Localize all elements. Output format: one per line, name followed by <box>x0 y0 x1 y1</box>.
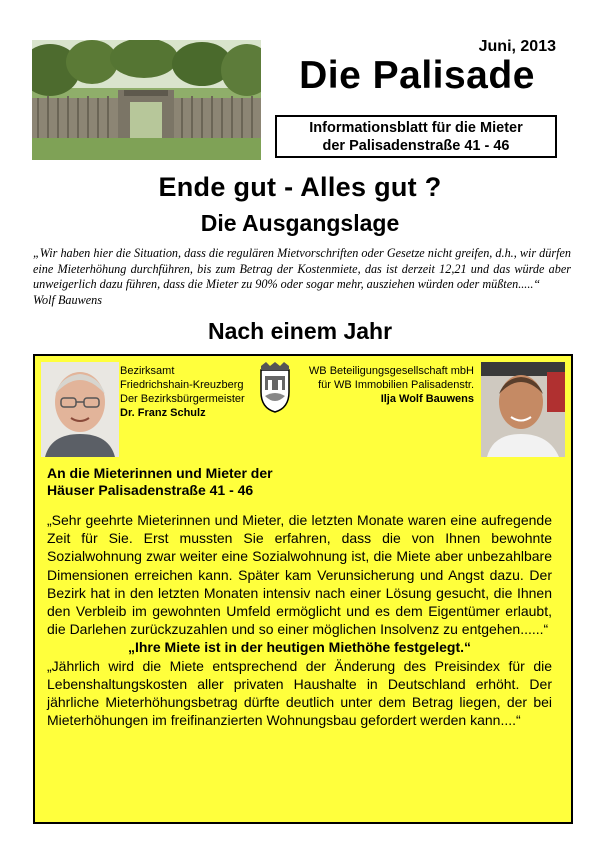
letter-highlight: „Ihre Miete ist in der heutigen Miethöhe festgelegt.“ <box>127 639 472 656</box>
right-sender-block <box>298 364 474 406</box>
address-line-1: An die Mieterinnen und Mieter der <box>47 465 273 481</box>
portrait-franz-schulz <box>41 362 119 457</box>
page-title: Die Palisade <box>299 54 535 97</box>
left-sender-line-3: Der Bezirksbürgermeister <box>120 393 245 405</box>
palisade-photo <box>32 40 261 160</box>
portrait-ilja-wolf-bauwens <box>481 362 565 457</box>
left-sender-line-2: Friedrichshain-Kreuzberg <box>120 379 244 391</box>
section-title-nach-einem-jahr: Nach einem Jahr <box>207 318 393 344</box>
info-box <box>275 115 557 158</box>
letter-address <box>47 465 273 499</box>
headline: Ende gut - Alles gut ? <box>158 172 442 202</box>
quote-author: Wolf Bauwens <box>33 292 102 307</box>
quote-text: „Wir haben hier die Situation, dass die regulären Mietvorschriften oder Gesetze nicht greifen, d.h., wir dürfen eine Mieterhöhung durchführen, bis zum Betrag der Kostenmiete, das ist derzeit 12,21 und das würde aber unweigerlich dazu führen, dass die Mieter zu 90% oder sogar mehr, ausziehen würden oder müßten.....“ <box>33 246 571 291</box>
coat-of-arms-icon <box>258 362 292 414</box>
letter-paragraph-2: „Jährlich wird die Miete entsprechend der Änderung des Preisindex für die Lebenshaltungskosten aller privaten Haushalte in Deutschland erhöht. Der jährliche Mieterhöhungsbetrag dürfte deutlich unter dem Betrag liegen, der bei Mieterhöhungen im freifinanzierten Wohnungsbau gefordert werden kann....“ <box>47 657 552 729</box>
address-line-2: Häuser Palisadenstraße 41 - 46 <box>47 482 254 498</box>
right-sender-line-2: für WB Immobilien Palisadenstr. <box>318 379 474 391</box>
issue-date: Juni, 2013 <box>478 38 556 55</box>
left-sender-block <box>120 364 245 420</box>
right-sender-line-1: WB Beteiligungsgesellschaft mbH <box>308 365 474 377</box>
left-sender-line-1: Bezirksamt <box>120 365 175 377</box>
left-sender-name: Dr. Franz Schulz <box>120 407 206 419</box>
letter-body <box>47 511 552 729</box>
section-title-ausgangslage: Die Ausgangslage <box>200 210 400 236</box>
letter-paragraph-1: „Sehr geehrte Mieterinnen und Mieter, die letzten Monate waren eine aufregende Zeit für Sie. Erst mussten Sie erfahren, dass die von Ihnen bewohnte Sozialwohnung zwar weiter eine Sozialwohnung ist, die Miete aber unbezahlbare Dimensionen erreichen kann. Später kam Verunsicherung und Angst dazu. Der Bezirk hat in den letzten Monaten intensiv nach einer Lösung gesucht, die Ihnen den Verbleib im gewohnten Umfeld ermöglicht und es dem Eigentümer erlaubt, die Darlehen zurückzuzahlen und so einer möglichen Insolvenz zu entgehen......“ <box>47 512 552 638</box>
info-line-2: der Palisadenstraße 41 - 46 <box>322 138 510 154</box>
quote-block <box>33 246 571 308</box>
info-line-1: Informationsblatt für die Mieter <box>309 120 523 136</box>
right-sender-name: Ilja Wolf Bauwens <box>380 393 474 405</box>
